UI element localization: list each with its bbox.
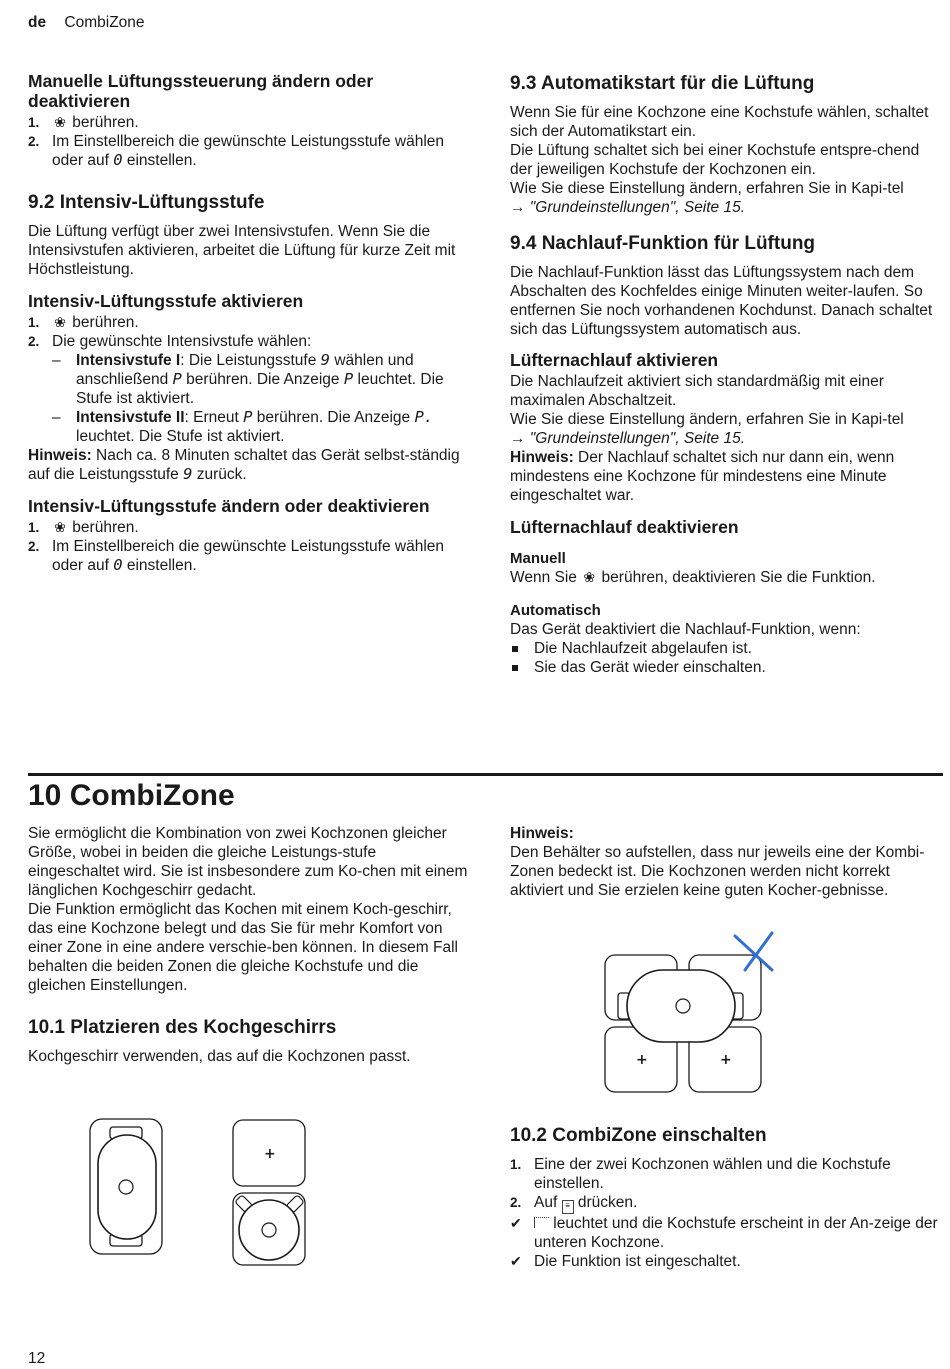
step-number: 2. — [28, 334, 40, 349]
heading-intensive-activate: Intensiv-Lüftungsstufe aktivieren — [28, 291, 304, 311]
step-number: 2. — [28, 134, 40, 149]
step-number: 1. — [28, 315, 40, 330]
plus-icon: + — [636, 1052, 648, 1068]
level-name: Intensivstufe I — [76, 352, 181, 369]
bullet-icon — [512, 646, 518, 652]
step-number: 1. — [28, 115, 40, 130]
display-symbol: 9 — [320, 351, 331, 369]
intensive-level-2 — [28, 408, 468, 446]
step-text: berühren. — [68, 314, 139, 331]
note-nachlauf — [510, 448, 942, 505]
list-item — [28, 537, 468, 575]
link-grundeinstellungen[interactable]: → "Grundeinstellungen", Seite 15. — [510, 199, 746, 216]
check-icon: ✔ — [510, 1215, 522, 1231]
heading-intensive-change: Intensiv-Lüftungsstufe ändern oder deaktivieren — [28, 496, 430, 516]
steps-10-2 — [510, 1155, 942, 1214]
note-label: Hinweis: — [28, 447, 92, 464]
text: wählen und anschließend — [76, 352, 414, 388]
activate-steps — [28, 313, 468, 351]
step-text: Auf — [534, 1194, 562, 1211]
display-symbol: P — [243, 408, 253, 426]
manual-steps — [28, 113, 468, 170]
running-header — [28, 13, 145, 32]
dash-marker: – — [52, 409, 61, 426]
list-item — [510, 639, 942, 658]
display-symbol: 0 — [113, 151, 123, 169]
level-name: Intensivstufe II — [76, 409, 185, 426]
heading-manual-ventilation: Manuelle Lüftungssteuerung ändern oder deaktivieren — [28, 71, 374, 111]
header-title: CombiZone — [64, 14, 145, 31]
paragraph-9-4: Die Nachlauf-Funktion lässt das Lüftungssystem nach dem Abschalten des Kochfeldes einige Minuten weiter-laufen. So entfernen Sie noch vorhandenen Kochdunst. Danach schaltet sich das Lüftungssystem automatisch aus. — [510, 264, 933, 338]
paragraph-9-2: Die Lüftung verfügt über zwei Intensivstufen. Wenn Sie die Intensivstufen aktivieren, arbeitet die Lüftung für kurze Zeit mit Höchstleistung. — [28, 223, 456, 278]
paragraph-10-1: Kochgeschirr verwenden, das auf die Kochzonen passt. — [28, 1048, 411, 1065]
paragraph-manuell — [510, 568, 942, 587]
combizone-icon: ≡ — [562, 1200, 574, 1214]
paragraph-automatisch: Das Gerät deaktiviert die Nachlauf-Funktion, wenn: — [510, 621, 861, 638]
step-number: 2. — [510, 1195, 522, 1210]
note-activate — [28, 446, 468, 484]
section-10-right — [510, 824, 942, 900]
paragraph-nachlauf-activate: Die Nachlaufzeit aktiviert sich standardmäßig mit einer maximalen Abschaltzeit. Wie Sie diese Einstellung ändern, erfahren Sie in Kapi-tel — [510, 373, 904, 428]
step-text: berühren. — [68, 519, 139, 536]
section-divider — [28, 773, 943, 776]
heading-9-3: 9.3 Automatikstart für die Lüftung — [510, 73, 815, 94]
page-number: 12 — [28, 1350, 46, 1367]
fan-icon: ❀ — [54, 114, 66, 130]
list-item — [28, 313, 468, 332]
result-item — [510, 1214, 942, 1252]
fan-icon: ❀ — [54, 519, 66, 535]
list-item — [28, 518, 468, 537]
paragraph-combizone-intro: Sie ermöglicht die Kombination von zwei Kochzonen gleicher Größe, wobei in beiden die gleiche Leistungs-stufe eingeschaltet wird. Sie ist insbesondere zum Ko-chen mit einem länglichen Kochgeschirr gedacht. Die Funktion ermöglicht das Kochen mit einem Koch-geschirr, das eine Kochzone belegt und das Sie für mehr Komfort von einer Zone in eine andere verschie-ben können. In diesem Fall behalten die beiden Zonen die gleiche Kochstufe und die gleichen Einstellungen. — [28, 825, 468, 994]
text: Der Nachlauf schaltet sich nur dann ein, wenn mindestens eine Kochzone für mindestens eine Minute eingeschaltet war. — [510, 449, 895, 504]
step-text: Eine der zwei Kochzonen wählen und die Kochstufe einstellen. — [534, 1156, 891, 1192]
heading-10-2: 10.2 CombiZone einschalten — [510, 1125, 767, 1146]
oval-pot — [618, 970, 743, 1042]
text: Nach ca. 8 Minuten schaltet das Gerät selbst-ständig auf die Leistungsstufe — [28, 447, 460, 483]
step-number: 2. — [28, 539, 40, 554]
note-label: Hinweis: — [510, 825, 574, 842]
bullet-text: Die Nachlaufzeit abgelaufen ist. — [534, 640, 752, 657]
plus-icon: + — [720, 1052, 732, 1068]
heading-nachlauf-activate: Lüfternachlauf aktivieren — [510, 350, 719, 370]
subheading-automatisch: Automatisch — [510, 602, 601, 619]
section-10-2 — [510, 1125, 942, 1271]
left-column — [28, 71, 468, 575]
bullet-icon — [512, 665, 518, 671]
note-cookware: Den Behälter so aufstellen, dass nur jeweils eine der Kombi-Zonen bedeckt ist. Die Kochzonen werden nicht korrekt aktiviert und Sie erzielen keine guten Kocher-gebnisse. — [510, 844, 925, 899]
combizone-indicator-icon — [534, 1217, 549, 1228]
step-text-end: einstellen. — [122, 152, 197, 169]
figure-round-pot — [230, 1118, 310, 1268]
heading-nachlauf-deactivate: Lüfternachlauf deaktivieren — [510, 517, 739, 537]
list-item — [28, 332, 468, 351]
list-item — [28, 132, 468, 170]
subheading-manuell: Manuell — [510, 550, 566, 567]
step-text: Im Einstellbereich die gewünschte Leistungsstufe wählen oder auf — [52, 538, 445, 574]
figure-elongated-pot — [88, 1117, 168, 1257]
header-language: de — [28, 14, 47, 31]
fan-icon: ❀ — [54, 314, 66, 330]
figure-incorrect-placement — [600, 930, 780, 1095]
result-text: leuchtet und die Kochstufe erscheint in der An-zeige der unteren Kochzone. — [534, 1215, 938, 1251]
list-item — [28, 113, 468, 132]
dash-marker: – — [52, 352, 61, 369]
display-symbol: P — [172, 370, 182, 388]
text: berühren. Die Anzeige — [181, 371, 344, 388]
result-text: Die Funktion ist eingeschaltet. — [534, 1253, 741, 1270]
text: : Die Leistungsstufe — [180, 352, 321, 369]
bullet-text: Sie das Gerät wieder einschalten. — [534, 659, 766, 676]
text: berühren, deaktivieren Sie die Funktion. — [597, 569, 876, 586]
heading-9-4: 9.4 Nachlauf-Funktion für Lüftung — [510, 233, 816, 254]
section-10-left — [28, 824, 468, 1066]
link-grundeinstellungen[interactable]: → "Grundeinstellungen", Seite 15. — [510, 430, 746, 447]
text: leuchtet. Die Stufe ist aktiviert. — [76, 371, 444, 407]
heading-10-1: 10.1 Platzieren des Kochgeschirrs — [28, 1017, 337, 1038]
list-item — [510, 1155, 942, 1193]
list-item — [510, 1193, 942, 1214]
text: zurück. — [192, 466, 247, 483]
step-number: 1. — [28, 520, 40, 535]
text: Wenn Sie — [510, 569, 582, 586]
plus-icon: + — [264, 1146, 276, 1162]
heading-9-2: 9.2 Intensiv-Lüftungsstufe — [28, 192, 265, 213]
text: : Erneut — [184, 409, 244, 426]
intensive-level-1 — [28, 351, 468, 408]
paragraph-9-3: Wenn Sie für eine Kochzone eine Kochstufe wählen, schaltet sich der Automatikstart ein. Die Lüftung schaltet sich bei einer Kochstufe entspre-chend der jeweiligen Kochstufe der Kochzonen ein. Wie Sie diese Einstellung ändern, erfahren Sie in Kapi-tel — [510, 104, 929, 197]
display-symbol: P — [343, 370, 354, 388]
text: berühren. Die Anzeige — [252, 409, 415, 426]
display-symbol: P. — [414, 408, 434, 426]
right-column — [510, 73, 942, 677]
list-item — [510, 658, 942, 677]
step-text-end: einstellen. — [122, 557, 197, 574]
text: leuchtet. Die Stufe ist aktiviert. — [76, 428, 285, 445]
step-text: Im Einstellbereich die gewünschte Leistungsstufe wählen oder auf — [52, 133, 445, 169]
step-text-end: drücken. — [573, 1194, 638, 1211]
display-symbol: 9 — [183, 465, 193, 483]
display-symbol: 0 — [113, 556, 123, 574]
heading-section-10: 10 CombiZone — [28, 779, 235, 812]
check-icon: ✔ — [510, 1253, 522, 1269]
step-text: berühren. — [68, 114, 139, 131]
change-steps — [28, 518, 468, 575]
step-text: Die gewünschte Intensivstufe wählen: — [52, 333, 312, 350]
step-number: 1. — [510, 1157, 522, 1172]
result-item — [510, 1252, 942, 1271]
fan-icon: ❀ — [583, 569, 596, 585]
note-label: Hinweis: — [510, 449, 574, 466]
